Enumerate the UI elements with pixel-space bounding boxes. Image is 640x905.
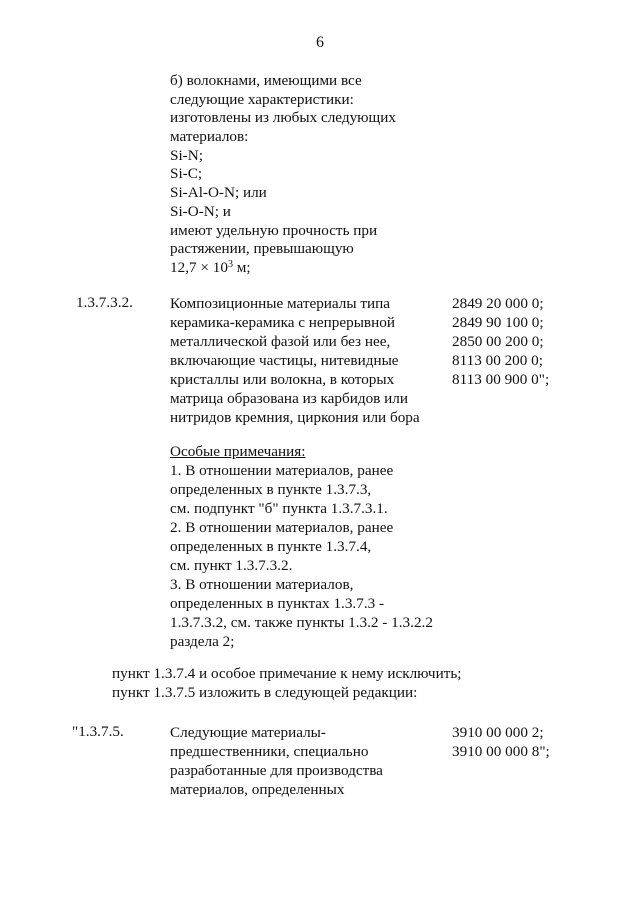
text-line: Si-O-N; и <box>170 202 231 220</box>
note-line: определенных в пунктах 1.3.7.3 - <box>170 595 385 612</box>
note-line: определенных в пункте 1.3.7.4, <box>170 538 372 555</box>
note-line: 1. В отношении материалов, ранее <box>170 462 394 479</box>
item-description-1-3-7-3-2 <box>170 294 420 427</box>
text-line: разработанные для производства <box>170 762 383 779</box>
code-line: 8113 00 900 0"; <box>452 371 550 388</box>
text-line: следующие характеристики: <box>170 90 354 108</box>
text-line: б) волокнами, имеющими все <box>170 72 362 89</box>
text-line: нитридов кремния, циркония или бора <box>170 409 420 426</box>
amendment-instructions <box>112 664 461 702</box>
note-line: 2. В отношении материалов, ранее <box>170 519 394 536</box>
text-line: матрица образована из карбидов или <box>170 390 408 407</box>
amendment-line: пункт 1.3.7.4 и особое примечание к нему исключить; <box>112 665 462 682</box>
text-line: металлической фазой или без нее, <box>170 333 391 350</box>
code-line: 3910 00 000 8"; <box>452 743 550 760</box>
strength-exponent: 3 <box>227 258 233 270</box>
text-line: кристаллы или волокна, в которых <box>170 371 395 388</box>
text-line: Следующие материалы- <box>170 724 326 741</box>
text-line: материалов: <box>170 128 249 146</box>
note-line: раздела 2; <box>170 633 235 650</box>
amendment-line: пункт 1.3.7.5 изложить в следующей редакции: <box>112 684 418 701</box>
codes-1-3-7-3-2 <box>452 294 549 389</box>
code-line: 8113 00 200 0; <box>452 352 543 369</box>
text-line: растяжении, превышающую <box>170 240 354 258</box>
text-line: Si-Al-O-N; или <box>170 184 267 202</box>
strength-unit: м; <box>232 258 251 276</box>
item-description-1-3-7-5 <box>170 723 383 799</box>
text-line: изготовлены из любых следующих <box>170 109 396 127</box>
text-line: имеют удельную прочность при <box>170 221 378 239</box>
code-line: 3910 00 000 2; <box>452 724 544 741</box>
codes-1-3-7-5 <box>452 723 550 761</box>
note-line: см. пункт 1.3.7.3.2. <box>170 557 293 574</box>
code-line: 2849 20 000 0; <box>452 295 544 312</box>
page-number: 6 <box>316 34 324 51</box>
fibres-subitem <box>170 72 396 278</box>
text-line: Композиционные материалы типа <box>170 295 391 312</box>
text-line: включающие частицы, нитевидные <box>170 352 399 369</box>
code-line: 2850 00 200 0; <box>452 333 544 350</box>
text-line: керамика-керамика с непрерывной <box>170 314 395 331</box>
notes-heading: Особые примечания: <box>170 443 306 460</box>
text-line: предшественники, специально <box>170 743 369 760</box>
note-line: определенных в пункте 1.3.7.3, <box>170 481 372 498</box>
item-number-1-3-7-3-2: 1.3.7.3.2. <box>76 294 133 311</box>
code-line: 2849 90 100 0; <box>452 314 544 331</box>
text-line: Si-C; <box>170 165 203 183</box>
text-line: материалов, определенных <box>170 781 345 798</box>
item-number-1-3-7-5: "1.3.7.5. <box>72 723 124 740</box>
note-line: см. подпункт "б" пункта 1.3.7.3.1. <box>170 500 388 517</box>
note-line: 3. В отношении материалов, <box>170 576 354 593</box>
special-notes <box>170 442 433 651</box>
strength-value-line <box>170 259 396 278</box>
note-line: 1.3.7.3.2, см. также пункты 1.3.2 - 1.3.2.2 <box>170 614 433 631</box>
strength-value: 12,7 × 10 <box>170 258 228 276</box>
text-line: Si-N; <box>170 146 203 164</box>
